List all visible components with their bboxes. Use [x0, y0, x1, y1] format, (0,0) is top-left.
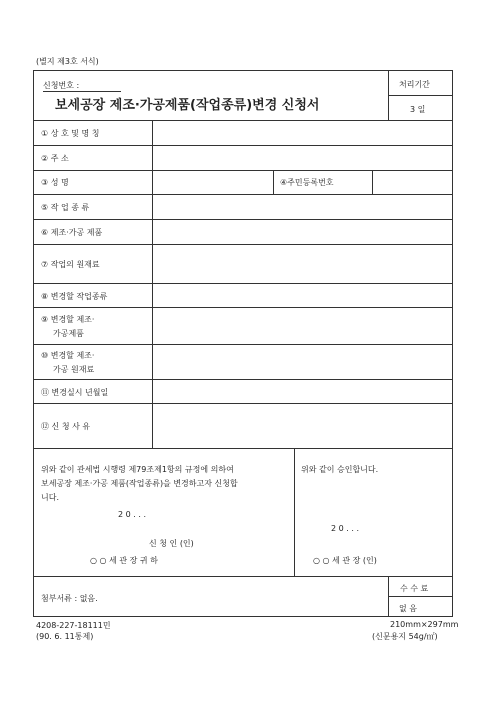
attachment-documents: 첨부서류 : 없음. — [41, 594, 98, 603]
row-label-new-materials-2: 가공 원재료 — [53, 365, 95, 374]
row-line — [33, 219, 453, 220]
form-title: 보세공장 제조·가공제품(작업종류)변경 신청서 — [55, 98, 320, 113]
receipt-number-label: 신청번호 : — [43, 81, 80, 90]
row-label-change-date: ⑪ 변경실시 년월일 — [41, 388, 109, 397]
declaration-line-2: 보세공장 제조·가공 제품(작업종류)을 변경하고자 신청합 — [41, 479, 238, 488]
approver-signature: ○ ○ 세 관 장 (인) — [313, 556, 377, 565]
approval-date: 2 0 . . . — [331, 524, 359, 533]
row-line — [33, 194, 453, 195]
processing-period-value: 3 일 — [410, 105, 426, 114]
row-label-reason: ⑫ 신 청 사 유 — [41, 422, 91, 431]
approval-line: 위와 같이 승인합니다. — [301, 465, 379, 474]
row-label-raw-materials: ⑦ 작업의 원재료 — [41, 260, 100, 269]
footer-paper-size: 210mm×297mm — [390, 620, 459, 629]
row-line — [33, 244, 453, 245]
declaration-line-3: 니다. — [41, 493, 59, 502]
row-label-new-work-type: ⑧ 변경할 작업종류 — [41, 292, 108, 301]
row-line — [33, 145, 453, 146]
row-line — [33, 379, 453, 380]
row-label-new-products-2: 가공제품 — [53, 329, 84, 338]
id-number-divider-left — [273, 170, 274, 194]
row-line — [33, 403, 453, 404]
fee-label: 수 수 료 — [400, 584, 429, 593]
fee-value-divider — [388, 596, 453, 597]
row-label-address: ② 주 소 — [41, 154, 69, 163]
footer-form-code: 4208-227-18111민 — [36, 621, 111, 630]
footer-paper-type: (신문용지 54g/㎡) — [372, 632, 438, 641]
form-reference: (별지 제3호 서식) — [36, 57, 99, 66]
row-line — [33, 283, 453, 284]
row-label-work-type: ⑤ 작 업 종 류 — [41, 203, 90, 212]
applicant-signature: 신 청 인 (인) — [149, 539, 194, 548]
row-line — [33, 448, 453, 449]
row-line — [33, 576, 453, 577]
row-line — [33, 307, 453, 308]
row-label-products: ⑥ 제조·가공 제품 — [41, 228, 103, 237]
row-label-new-products: ⑨ 변경할 제조· — [41, 315, 95, 324]
footer-form-date: (90. 6. 11통제) — [36, 632, 94, 641]
row-label-name: ① 상 호 및 명 칭 — [41, 129, 100, 138]
row-line — [33, 120, 453, 121]
label-column-divider — [152, 120, 153, 448]
declaration-date: 2 0 . . . — [118, 510, 146, 519]
period-divider — [388, 95, 453, 96]
id-number-divider-right — [372, 170, 373, 194]
declaration-divider — [294, 448, 295, 576]
row-line — [33, 344, 453, 345]
processing-period-label: 처리기간 — [399, 80, 430, 89]
declaration-line-1: 위와 같이 관세법 시행령 제79조제1항의 규정에 의하여 — [41, 465, 234, 474]
addressee: ○ ○ 세 관 장 귀 하 — [90, 556, 158, 565]
row-label-representative: ③ 성 명 — [41, 178, 69, 187]
row-line — [33, 170, 453, 171]
row-label-id-number: ④주민등록번호 — [280, 178, 334, 187]
receipt-number-underline — [43, 91, 121, 92]
fee-value: 없 음 — [399, 604, 417, 613]
row-label-new-materials: ⑩ 변경할 제조· — [41, 351, 95, 360]
